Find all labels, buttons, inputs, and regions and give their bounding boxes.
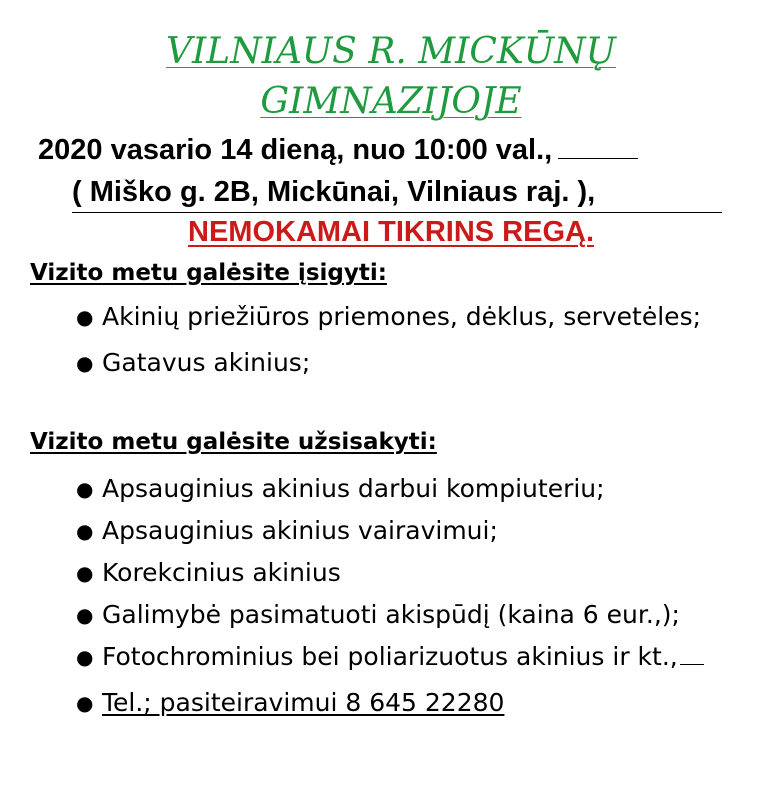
heading-buy: Vizito metu galėsite įsigyti: [30, 260, 387, 286]
date-underline-rule [558, 132, 638, 159]
address-line: ( Miško g. 2B, Mickūnai, Vilniaus raj. ), [72, 174, 722, 213]
order-item-5: Fotochrominius bei poliarizuotus akinius ir kt., [102, 642, 678, 671]
trailing-underline-rule [680, 644, 704, 665]
list-item [0, 554, 782, 592]
bullet-icon: ● [76, 561, 94, 585]
bullet-icon: ● [76, 645, 94, 669]
bullet-icon: ● [76, 351, 94, 375]
phone-contact: Tel.; pasiteiravimui 8 645 22280 [102, 688, 505, 717]
order-list [0, 470, 782, 722]
order-item-2: Apsauginius akinius vairavimui; [102, 516, 498, 545]
list-item [0, 298, 782, 336]
order-item-3: Korekcinius akinius [102, 558, 341, 587]
list-item [0, 470, 782, 508]
bullet-icon: ● [76, 477, 94, 501]
free-eye-check-notice: NEMOKAMAI TIKRINS REGĄ. [188, 216, 594, 248]
bullet-icon: ● [76, 691, 94, 715]
date-text: 2020 vasario 14 dieną, nuo 10:00 val., [38, 134, 553, 166]
title-line-1: VILNIAUS R. MICKŪNŲ [166, 31, 616, 72]
buy-item-2: Gatavus akinius; [102, 348, 311, 377]
buy-item-1: Akinių priežiūros priemones, dėklus, servetėles; [102, 302, 702, 331]
date-line [38, 132, 748, 168]
bullet-icon: ● [76, 519, 94, 543]
buy-list [0, 298, 782, 382]
bullet-icon: ● [76, 305, 94, 329]
list-item [0, 596, 782, 634]
title-line-2: GIMNAZIJOJE [260, 81, 522, 122]
list-item [0, 344, 782, 382]
bullet-icon: ● [76, 603, 94, 627]
list-item [0, 512, 782, 550]
heading-order: Vizito metu galėsite užsisakyti: [30, 429, 437, 455]
order-item-1: Apsauginius akinius darbui kompiuteriu; [102, 474, 605, 503]
list-item [0, 684, 782, 722]
order-item-4: Galimybė pasimatuoti akispūdį (kaina 6 eur.,); [102, 600, 680, 629]
list-item [0, 638, 782, 676]
